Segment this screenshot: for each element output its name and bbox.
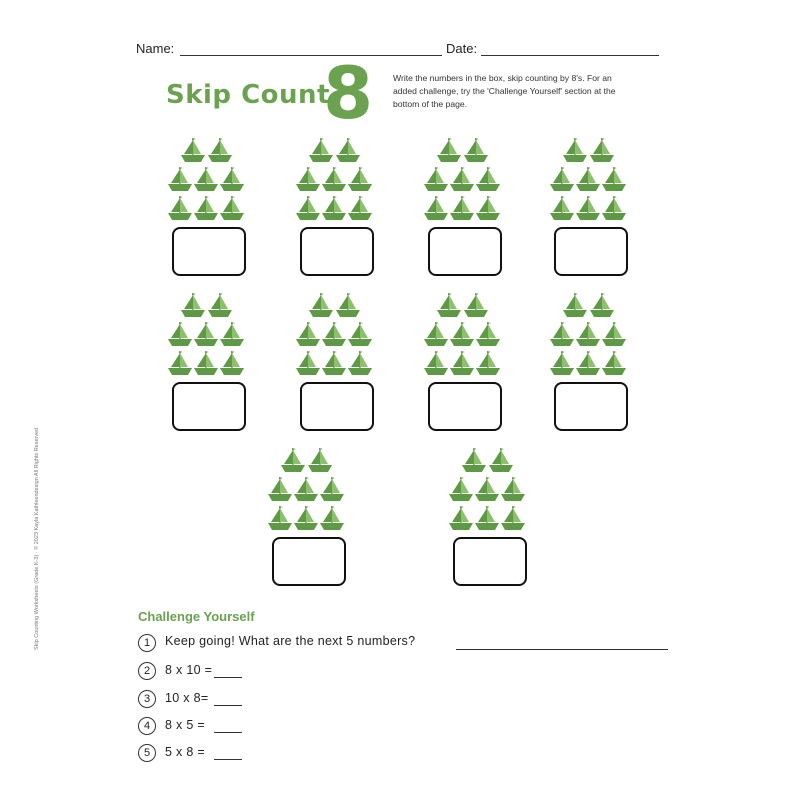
page-title: Skip Count <box>166 80 330 110</box>
sailboat-icon <box>194 167 218 191</box>
sailboat-icon <box>602 196 626 220</box>
sailboat-icon <box>220 167 244 191</box>
sailboat-icon <box>590 293 614 317</box>
sailboat-icon <box>181 293 205 317</box>
answer-box-5[interactable] <box>172 382 246 431</box>
sailboat-icon <box>501 477 525 501</box>
sailboat-icon <box>576 322 600 346</box>
sailboat-icon <box>464 138 488 162</box>
sailboat-icon <box>168 322 192 346</box>
sailboat-icon <box>296 322 320 346</box>
sailboat-icon <box>281 448 305 472</box>
answer-box-9[interactable] <box>272 537 346 586</box>
answer-box-10[interactable] <box>453 537 527 586</box>
answer-line-3[interactable] <box>214 705 242 706</box>
sailboat-icon <box>348 322 372 346</box>
date-label: Date: <box>446 41 478 56</box>
sailboat-icon <box>476 322 500 346</box>
boats-illustration <box>544 135 634 225</box>
question-number-5: 5 <box>138 744 156 762</box>
question-number-3: 3 <box>138 690 156 708</box>
question-text-3: 10 x 8= <box>165 691 209 705</box>
sailboat-icon <box>550 351 574 375</box>
sailboat-icon <box>336 293 360 317</box>
answer-line-5[interactable] <box>214 759 242 760</box>
boats-illustration <box>443 445 533 535</box>
sailboat-icon <box>437 293 461 317</box>
sailboat-icon <box>194 322 218 346</box>
boat-group-8 <box>544 290 634 440</box>
answer-box-2[interactable] <box>300 227 374 276</box>
sailboat-icon <box>320 477 344 501</box>
boats-illustration <box>162 290 252 380</box>
answer-box-7[interactable] <box>428 382 502 431</box>
boats-illustration <box>418 135 508 225</box>
question-number-4: 4 <box>138 717 156 735</box>
question-text-1: Keep going! What are the next 5 numbers? <box>165 634 416 648</box>
sailboat-icon <box>309 293 333 317</box>
sailboat-icon <box>450 167 474 191</box>
answer-box-3[interactable] <box>428 227 502 276</box>
sailboat-icon <box>602 322 626 346</box>
sailboat-icon <box>550 322 574 346</box>
sailboat-icon <box>296 351 320 375</box>
boat-group-4 <box>544 135 634 285</box>
sailboat-icon <box>322 196 346 220</box>
copyright-note: Skip Counting Worksheets (Grade K-3) · © 2023 Kayla Kathleendesign All Rights Reserved <box>34 427 40 650</box>
sailboat-icon <box>576 351 600 375</box>
answer-box-4[interactable] <box>554 227 628 276</box>
sailboat-icon <box>309 138 333 162</box>
answer-box-6[interactable] <box>300 382 374 431</box>
sailboat-icon <box>348 196 372 220</box>
sailboat-icon <box>563 138 587 162</box>
answer-box-1[interactable] <box>172 227 246 276</box>
boat-group-5 <box>162 290 252 440</box>
sailboat-icon <box>194 351 218 375</box>
question-text-4: 8 x 5 = <box>165 718 205 732</box>
date-field[interactable] <box>481 55 659 56</box>
sailboat-icon <box>348 167 372 191</box>
question-text-5: 5 x 8 = <box>165 745 205 759</box>
boat-group-2 <box>290 135 380 285</box>
sailboat-icon <box>322 322 346 346</box>
answer-box-8[interactable] <box>554 382 628 431</box>
sailboat-icon <box>590 138 614 162</box>
sailboat-icon <box>220 351 244 375</box>
instructions-text: Write the numbers in the box, skip counting by 8's. For an added challenge, try the 'Challenge Yourself' section at the bottom of the page. <box>393 73 616 109</box>
sailboat-icon <box>449 506 473 530</box>
sailboat-icon <box>168 351 192 375</box>
sailboat-icon <box>181 138 205 162</box>
sailboat-icon <box>322 167 346 191</box>
sailboat-icon <box>464 293 488 317</box>
answer-line-1[interactable] <box>456 649 668 650</box>
sailboat-icon <box>424 322 448 346</box>
boats-illustration <box>418 290 508 380</box>
sailboat-icon <box>475 506 499 530</box>
sailboat-icon <box>501 506 525 530</box>
boat-group-6 <box>290 290 380 440</box>
sailboat-icon <box>563 293 587 317</box>
sailboat-icon <box>424 196 448 220</box>
sailboat-icon <box>476 167 500 191</box>
boat-group-9 <box>262 445 352 595</box>
sailboat-icon <box>602 351 626 375</box>
boats-illustration <box>162 135 252 225</box>
sailboat-icon <box>168 167 192 191</box>
boat-group-1 <box>162 135 252 285</box>
question-number-2: 2 <box>138 662 156 680</box>
sailboat-icon <box>476 351 500 375</box>
sailboat-icon <box>449 477 473 501</box>
answer-line-4[interactable] <box>214 732 242 733</box>
sailboat-icon <box>424 351 448 375</box>
sailboat-icon <box>424 167 448 191</box>
sailboat-icon <box>437 138 461 162</box>
sailboat-icon <box>220 196 244 220</box>
name-label: Name: <box>136 41 175 56</box>
sailboat-icon <box>268 506 292 530</box>
sailboat-icon <box>194 196 218 220</box>
boat-group-10 <box>443 445 533 595</box>
sailboat-icon <box>450 351 474 375</box>
sailboat-icon <box>475 477 499 501</box>
sailboat-icon <box>550 167 574 191</box>
sailboat-icon <box>208 138 232 162</box>
boats-illustration <box>290 290 380 380</box>
boats-illustration <box>262 445 352 535</box>
sailboat-icon <box>336 138 360 162</box>
sailboat-icon <box>489 448 513 472</box>
sailboat-icon <box>576 196 600 220</box>
sailboat-icon <box>294 477 318 501</box>
sailboat-icon <box>168 196 192 220</box>
sailboat-icon <box>322 351 346 375</box>
skip-number: 8 <box>323 51 374 135</box>
sailboat-icon <box>450 196 474 220</box>
sailboat-icon <box>348 351 372 375</box>
sailboat-icon <box>320 506 344 530</box>
sailboat-icon <box>462 448 486 472</box>
sailboat-icon <box>268 477 292 501</box>
sailboat-icon <box>208 293 232 317</box>
sailboat-icon <box>476 196 500 220</box>
boat-group-3 <box>418 135 508 285</box>
sailboat-icon <box>602 167 626 191</box>
boat-group-7 <box>418 290 508 440</box>
sailboat-icon <box>296 196 320 220</box>
sailboat-icon <box>294 506 318 530</box>
sailboat-icon <box>450 322 474 346</box>
sailboat-icon <box>576 167 600 191</box>
sailboat-icon <box>220 322 244 346</box>
challenge-title: Challenge Yourself <box>138 609 255 624</box>
sailboat-icon <box>550 196 574 220</box>
answer-line-2[interactable] <box>214 677 242 678</box>
sailboat-icon <box>296 167 320 191</box>
question-number-1: 1 <box>138 634 156 652</box>
question-text-2: 8 x 10 = <box>165 663 213 677</box>
boats-illustration <box>290 135 380 225</box>
sailboat-icon <box>308 448 332 472</box>
name-field[interactable] <box>180 55 442 56</box>
boats-illustration <box>544 290 634 380</box>
